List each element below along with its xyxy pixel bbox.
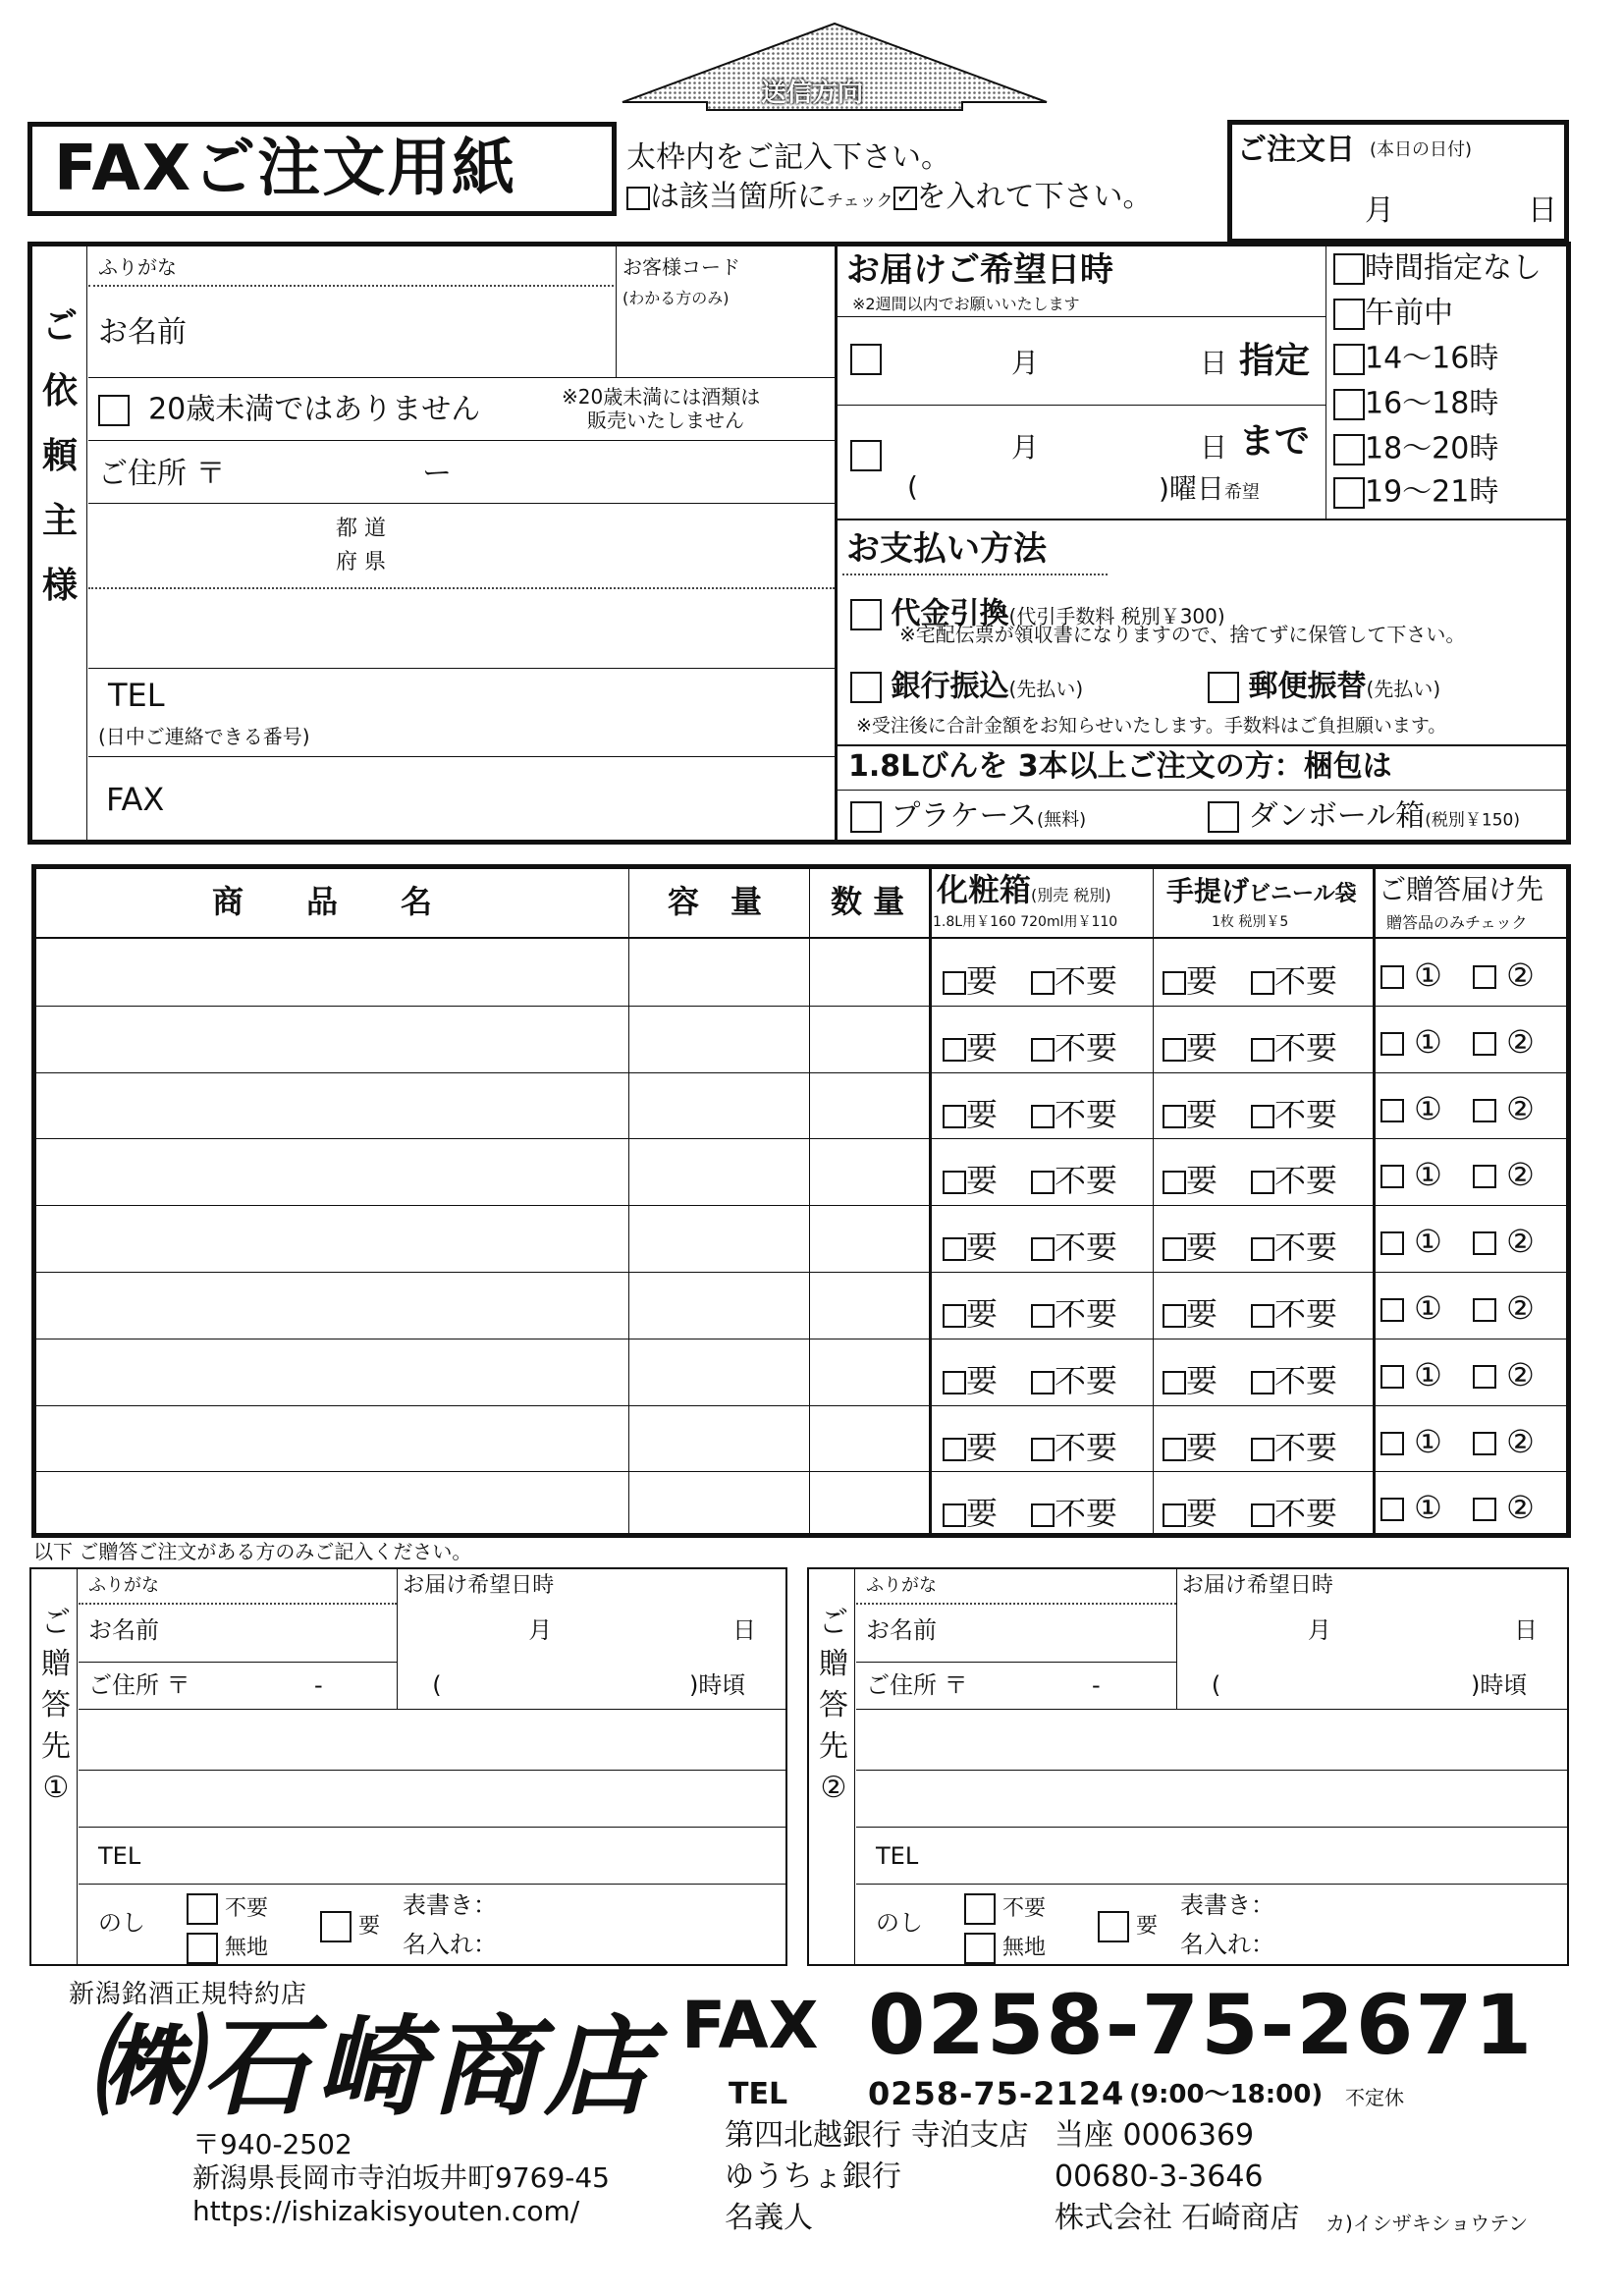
bag-no-need[interactable]: 不要 <box>1251 1356 1337 1401</box>
fax-label[interactable]: FAX <box>106 781 165 818</box>
tel-note: (日中ご連絡できる番号) <box>98 725 310 748</box>
specified-date-row[interactable] <box>850 344 882 375</box>
gift-dest-1[interactable]: ① <box>1380 1090 1442 1127</box>
tel-label[interactable]: TEL <box>108 677 165 714</box>
product-volume-field[interactable] <box>630 1205 807 1272</box>
col-bag: 手提げビニール袋 <box>1166 875 1357 907</box>
specified-day: 日 <box>1200 347 1228 379</box>
checkbox[interactable] <box>1031 1503 1055 1527</box>
product-volume-field[interactable] <box>630 1138 807 1205</box>
product-name-field[interactable] <box>35 1138 624 1205</box>
checkbox[interactable] <box>1473 1298 1496 1322</box>
fax-big-number: 0258-75-2671 <box>868 1977 1535 2073</box>
gift-furigana: ふりがな <box>88 1575 159 1596</box>
checkbox[interactable] <box>1251 1371 1274 1394</box>
checkbox[interactable] <box>943 1105 966 1128</box>
gift-time-paren: ( <box>432 1671 442 1699</box>
packaging-title: 1.8Lびんを 3本以上ご注文の方：梱包は <box>848 749 1392 784</box>
gift-box-need[interactable]: 要 <box>943 1090 998 1135</box>
checkbox[interactable] <box>1163 971 1186 995</box>
checkbox[interactable] <box>1380 1298 1404 1322</box>
holder-kana: カ)イシザキショウテン <box>1325 2212 1529 2235</box>
checkbox[interactable] <box>1251 1438 1274 1461</box>
gift-noshi: のし <box>98 1909 145 1937</box>
bank2-account: 00680-3-3646 <box>1055 2159 1264 2194</box>
bag-no-need[interactable]: 不要 <box>1251 1156 1337 1201</box>
instruction-2: は該当箇所にチェック ✓を入れて下さい。 <box>626 183 1153 212</box>
gift-box-no-need[interactable]: 不要 <box>1031 1423 1117 1468</box>
product-volume-field[interactable] <box>630 1471 807 1538</box>
checkbox[interactable] <box>943 1304 966 1328</box>
gift-recipient-2 <box>807 1567 1569 1966</box>
gift-dest-2[interactable]: ② <box>1473 1156 1535 1193</box>
gift-noshi-yes[interactable]: 要 <box>1098 1911 1158 1942</box>
gift-dest-2[interactable]: ② <box>1473 1423 1535 1460</box>
bag-need[interactable]: 要 <box>1163 1356 1217 1401</box>
order-day-label[interactable]: 日 <box>1528 193 1557 228</box>
delivery-note: ※2週間以内でお願いいたします <box>852 295 1080 313</box>
gift-box-no-need[interactable]: 不要 <box>1031 957 1117 1002</box>
until-day: 日 <box>1200 431 1228 464</box>
gift-noshi: のし <box>876 1909 923 1937</box>
gift-dest-1[interactable]: ① <box>1380 1289 1442 1327</box>
gift-side-label: ご 贈 答 先 ① <box>41 1606 71 1805</box>
bag-no-need[interactable]: 不要 <box>1251 1090 1337 1135</box>
prefecture-2: 府 県 <box>336 550 386 574</box>
table-row <box>35 939 1567 1006</box>
checkbox[interactable] <box>1473 1498 1496 1521</box>
gift-box-need[interactable]: 要 <box>943 1289 998 1335</box>
table-row <box>35 1272 1567 1339</box>
gift-noshi-plain[interactable]: 無地 <box>187 1933 268 1964</box>
gift-dest-1[interactable]: ① <box>1380 1356 1442 1394</box>
payment-title: お支払い方法 <box>846 529 1047 569</box>
bag-need[interactable]: 要 <box>1163 1423 1217 1468</box>
checkbox-sample <box>626 187 650 210</box>
checkbox[interactable] <box>1163 1503 1186 1527</box>
gift-intro: 以下 ご贈答ご注文がある方のみご記入ください。 <box>33 1540 472 1563</box>
product-name-field[interactable] <box>35 1072 624 1139</box>
product-quantity-field[interactable] <box>811 1072 927 1139</box>
gift-noshi-no[interactable]: 不要 <box>187 1893 268 1925</box>
specified-checkbox[interactable] <box>850 344 882 375</box>
arrow-label: 送信方向 <box>761 79 864 108</box>
bag-no-need[interactable]: 不要 <box>1251 1023 1337 1068</box>
col-gift-box: 化粧箱(別売 税別) <box>937 871 1111 908</box>
gift-month[interactable]: 月 <box>528 1616 553 1644</box>
gift-day[interactable]: 日 <box>1514 1616 1538 1644</box>
product-name-field[interactable] <box>35 1339 624 1405</box>
product-quantity-field[interactable] <box>811 1339 927 1405</box>
checkbox[interactable] <box>943 1038 966 1062</box>
customer-code-note: (わかる方のみ) <box>622 289 730 307</box>
tel-footer-label: TEL <box>729 2077 788 2111</box>
address-dash: ー <box>422 457 452 491</box>
bag-no-need[interactable]: 不要 <box>1251 957 1337 1002</box>
age-note-1: ※20歳未満には酒類は <box>562 385 761 409</box>
product-volume-field[interactable] <box>630 939 807 1006</box>
checkbox[interactable] <box>943 971 966 995</box>
checkbox[interactable] <box>943 1237 966 1261</box>
checkbox[interactable] <box>1473 1231 1496 1255</box>
checkbox[interactable] <box>1380 1498 1404 1521</box>
product-quantity-field[interactable] <box>811 939 927 1006</box>
checkbox[interactable] <box>1163 1371 1186 1394</box>
checkbox[interactable] <box>1163 1038 1186 1062</box>
gift-dest-1[interactable]: ① <box>1380 1156 1442 1193</box>
bag-need[interactable]: 要 <box>1163 1289 1217 1335</box>
checkbox[interactable] <box>1380 1365 1404 1389</box>
gift-day[interactable]: 日 <box>732 1616 756 1644</box>
gift-tel[interactable]: TEL <box>876 1842 919 1870</box>
table-row <box>35 1471 1567 1538</box>
footer-address: 新潟県長岡市寺泊坂井町9769-45 <box>192 2161 610 2194</box>
gift-address-dash: - <box>314 1671 323 1699</box>
col-gift-dest-note: 贈答品のみチェック <box>1386 913 1528 932</box>
gift-time[interactable]: )時頃 <box>689 1671 746 1699</box>
gift-box-no-need[interactable]: 不要 <box>1031 1156 1117 1201</box>
checkbox[interactable] <box>1163 1438 1186 1461</box>
gift-dest-2[interactable]: ② <box>1473 1489 1535 1526</box>
checkbox[interactable] <box>1380 965 1404 989</box>
gift-box-need[interactable]: 要 <box>943 1223 998 1268</box>
gift-furigana: ふりがな <box>866 1575 937 1596</box>
col-gift-box-price: 1.8L用￥160 720ml用￥110 <box>933 914 1118 930</box>
bag-need[interactable]: 要 <box>1163 1023 1217 1068</box>
checked-box-sample-icon: ✓ <box>893 187 917 210</box>
gift-box-no-need[interactable]: 不要 <box>1031 1223 1117 1268</box>
checkbox[interactable] <box>1473 1432 1496 1455</box>
page-title: FAXご注文用紙 <box>54 133 517 205</box>
instruction-1: 太枠内をご記入下さい。 <box>626 140 950 175</box>
time-option-2[interactable]: 14〜16時 <box>1333 344 1498 375</box>
gift-delivery-label: お届け希望日時 <box>403 1573 555 1598</box>
furigana-label: ふりがな <box>98 255 177 279</box>
product-name-field[interactable] <box>35 1405 624 1472</box>
holder-name: 株式会社 石崎商店 <box>1055 2201 1300 2235</box>
checkbox[interactable] <box>943 1503 966 1527</box>
age-note-2: 販売いたしません <box>587 409 744 432</box>
age-checkbox[interactable] <box>98 395 130 426</box>
bag-need[interactable]: 要 <box>1163 1156 1217 1201</box>
checkbox[interactable] <box>1031 1438 1055 1461</box>
weekday-label: )曜日希望 <box>1159 472 1260 505</box>
checkbox[interactable] <box>1380 1432 1404 1455</box>
checkbox[interactable] <box>1380 1165 1404 1188</box>
requester-side-label: ご 依 頼 主 様 <box>41 306 78 606</box>
holder-label: 名義人 <box>725 2201 813 2235</box>
until-checkbox[interactable] <box>850 440 882 471</box>
gift-time-paren: ( <box>1211 1671 1221 1699</box>
product-quantity-field[interactable] <box>811 1471 927 1538</box>
col-bag-price: 1枚 税別￥5 <box>1212 914 1289 930</box>
time-option-3[interactable]: 16〜18時 <box>1333 389 1498 420</box>
checkbox[interactable] <box>1031 1038 1055 1062</box>
gift-name[interactable]: お名前 <box>866 1616 937 1644</box>
bank1-account: 当座 0006369 <box>1055 2118 1255 2153</box>
gift-box-need[interactable]: 要 <box>943 1023 998 1068</box>
product-quantity-field[interactable] <box>811 1405 927 1472</box>
gift-address-dash: - <box>1092 1671 1101 1699</box>
product-volume-field[interactable] <box>630 1272 807 1339</box>
weekday-paren: ( <box>907 470 918 503</box>
gift-time[interactable]: )時頃 <box>1471 1671 1528 1699</box>
bag-no-need[interactable]: 不要 <box>1251 1289 1337 1335</box>
product-quantity-field[interactable] <box>811 1272 927 1339</box>
gift-dest-1[interactable]: ① <box>1380 1023 1442 1061</box>
bank-option[interactable]: 銀行振込(先払い) <box>850 672 1083 703</box>
bag-no-need[interactable]: 不要 <box>1251 1223 1337 1268</box>
gift-box-need[interactable]: 要 <box>943 1423 998 1468</box>
product-name-field[interactable] <box>35 1006 624 1072</box>
col-gift-dest: ご贈答届け先 <box>1379 873 1544 905</box>
pla-case-option[interactable]: プラケース(無料) <box>850 801 1086 833</box>
checkbox[interactable] <box>1251 1038 1274 1062</box>
checkbox[interactable] <box>943 1171 966 1194</box>
customer-code-label: お客様コード <box>622 255 740 279</box>
gift-delivery-label: お届け希望日時 <box>1181 1573 1333 1598</box>
checkbox[interactable] <box>1473 1032 1496 1056</box>
gift-recipient-1 <box>29 1567 787 1966</box>
checkbox[interactable] <box>1163 1304 1186 1328</box>
checkbox[interactable] <box>1251 971 1274 995</box>
footer-tagline: 新潟銘酒正規特約店 <box>69 1980 308 2009</box>
checkbox[interactable] <box>1251 1304 1274 1328</box>
specified-month: 月 <box>1011 347 1040 379</box>
gift-box-no-need[interactable]: 不要 <box>1031 1489 1117 1534</box>
checkbox[interactable] <box>1163 1171 1186 1194</box>
checkbox[interactable] <box>1251 1237 1274 1261</box>
checkbox[interactable] <box>1031 1171 1055 1194</box>
col-product-name: 商 品 名 <box>212 883 433 920</box>
checkbox[interactable] <box>1163 1237 1186 1261</box>
gift-address[interactable]: ご住所 〒 <box>88 1671 190 1699</box>
order-month-label[interactable]: 月 <box>1365 193 1394 228</box>
checkbox[interactable] <box>943 1438 966 1461</box>
product-volume-field[interactable] <box>630 1072 807 1139</box>
name-label[interactable]: お名前 <box>98 315 187 350</box>
product-name-field[interactable] <box>35 939 624 1006</box>
tel-closed: 不定休 <box>1345 2086 1404 2109</box>
checkbox[interactable] <box>1473 1165 1496 1188</box>
company-logo: ㈱石崎商店 <box>88 2003 658 2130</box>
bag-no-need[interactable]: 不要 <box>1251 1423 1337 1468</box>
gift-nairee[interactable]: 名入れ： <box>1180 1931 1274 1958</box>
table-row <box>35 1072 1567 1139</box>
gift-omote[interactable]: 表書き： <box>403 1891 497 1919</box>
delivery-title: お届けご希望日時 <box>846 250 1113 290</box>
product-name-field[interactable] <box>35 1205 624 1272</box>
checkbox[interactable] <box>1380 1032 1404 1056</box>
bag-need[interactable]: 要 <box>1163 1223 1217 1268</box>
table-row <box>35 1138 1567 1205</box>
checkbox[interactable] <box>1251 1503 1274 1527</box>
gift-box-no-need[interactable]: 不要 <box>1031 1023 1117 1068</box>
product-name-field[interactable] <box>35 1272 624 1339</box>
gift-box-no-need[interactable]: 不要 <box>1031 1356 1117 1401</box>
gift-name[interactable]: お名前 <box>88 1616 159 1644</box>
col-volume: 容 量 <box>668 883 763 920</box>
footer-postal: 〒940-2502 <box>192 2128 352 2160</box>
gift-side-label: ご 贈 答 先 ② <box>819 1606 848 1805</box>
gift-box-need[interactable]: 要 <box>943 1156 998 1201</box>
gift-tel[interactable]: TEL <box>98 1842 141 1870</box>
gift-dest-1[interactable]: ① <box>1380 957 1442 994</box>
gift-dest-2[interactable]: ② <box>1473 1289 1535 1327</box>
checkbox[interactable] <box>1251 1171 1274 1194</box>
gift-nairee[interactable]: 名入れ： <box>403 1931 497 1958</box>
cardboard-option[interactable]: ダンボール箱(税別￥150) <box>1208 801 1520 833</box>
gift-dest-2[interactable]: ② <box>1473 1023 1535 1061</box>
bag-need[interactable]: 要 <box>1163 1090 1217 1135</box>
gift-noshi-yes[interactable]: 要 <box>320 1911 380 1942</box>
checkbox[interactable] <box>1163 1105 1186 1128</box>
checkbox[interactable] <box>1380 1099 1404 1122</box>
gift-dest-1[interactable]: ① <box>1380 1489 1442 1526</box>
time-option-4[interactable]: 18〜20時 <box>1333 434 1498 465</box>
gift-dest-2[interactable]: ② <box>1473 1356 1535 1394</box>
table-row <box>35 1405 1567 1472</box>
time-option-0[interactable]: 時間指定なし <box>1333 253 1542 285</box>
time-option-5[interactable]: 19〜21時 <box>1333 477 1498 509</box>
gift-noshi-no[interactable]: 不要 <box>964 1893 1046 1925</box>
prefecture-1: 都 道 <box>336 517 386 541</box>
checkbox[interactable] <box>1473 1099 1496 1122</box>
col-quantity: 数 量 <box>831 883 905 920</box>
age-check[interactable]: 20歳未満ではありません <box>98 395 480 426</box>
bank2-name: ゆうちょ銀行 <box>725 2159 901 2194</box>
product-volume-field[interactable] <box>630 1339 807 1405</box>
table-row <box>35 1006 1567 1072</box>
bag-need[interactable]: 要 <box>1163 957 1217 1002</box>
product-volume-field[interactable] <box>630 1006 807 1072</box>
gift-box-no-need[interactable]: 不要 <box>1031 1090 1117 1135</box>
gift-box-need[interactable]: 要 <box>943 957 998 1002</box>
time-option-1[interactable]: 午前中 <box>1333 299 1453 330</box>
gift-address[interactable]: ご住所 〒 <box>866 1671 968 1699</box>
tel-hours: (9:00〜18:00) <box>1129 2080 1324 2109</box>
checkbox[interactable] <box>1473 1365 1496 1389</box>
table-row <box>35 1205 1567 1272</box>
specified-label: 指定 <box>1239 341 1311 381</box>
postal-option[interactable]: 郵便振替(先払い) <box>1208 672 1440 703</box>
gift-dest-1[interactable]: ① <box>1380 1423 1442 1460</box>
tel-footer-number: 0258-75-2124 <box>868 2075 1125 2112</box>
product-quantity-field[interactable] <box>811 1138 927 1205</box>
table-row <box>35 1339 1567 1405</box>
address-label[interactable]: ご住所 〒 <box>98 457 226 491</box>
until-month: 月 <box>1011 431 1040 464</box>
gift-month[interactable]: 月 <box>1307 1616 1331 1644</box>
gift-omote[interactable]: 表書き： <box>1180 1891 1274 1919</box>
cod-option[interactable]: 代金引換(代引手数料 税別￥300) <box>850 599 1225 630</box>
gift-noshi-plain[interactable]: 無地 <box>964 1933 1046 1964</box>
checkbox[interactable] <box>1473 965 1496 989</box>
until-date-row[interactable] <box>850 440 882 471</box>
checkbox[interactable] <box>1251 1105 1274 1128</box>
checkbox[interactable] <box>1031 1304 1055 1328</box>
checkbox[interactable] <box>1031 971 1055 995</box>
checkbox[interactable] <box>1031 1371 1055 1394</box>
footer-url[interactable]: https://ishizakisyouten.com/ <box>192 2195 580 2227</box>
gift-dest-2[interactable]: ② <box>1473 1090 1535 1127</box>
order-date-note: (本日の日付) <box>1370 139 1473 160</box>
order-date-label: ご注文日 <box>1237 133 1355 167</box>
checkbox[interactable] <box>1380 1231 1404 1255</box>
bag-need[interactable]: 要 <box>1163 1489 1217 1534</box>
payment-after-note: ※受注後に合計金額をお知らせいたします。手数料はご負担願います。 <box>856 715 1447 737</box>
until-label: まで <box>1239 421 1311 462</box>
cod-note: ※宅配伝票が領収書になりますので、捨てずに保管して下さい。 <box>899 623 1466 646</box>
product-quantity-field[interactable] <box>811 1006 927 1072</box>
bank1-name: 第四北越銀行 寺泊支店 <box>725 2118 1029 2153</box>
checkbox[interactable] <box>943 1371 966 1394</box>
bag-no-need[interactable]: 不要 <box>1251 1489 1337 1534</box>
gift-dest-2[interactable]: ② <box>1473 957 1535 994</box>
product-name-field[interactable] <box>35 1471 624 1538</box>
checkbox[interactable] <box>1031 1105 1055 1128</box>
fax-big-label: FAX <box>681 1988 819 2063</box>
gift-dest-2[interactable]: ② <box>1473 1223 1535 1260</box>
gift-box-need[interactable]: 要 <box>943 1356 998 1401</box>
product-volume-field[interactable] <box>630 1405 807 1472</box>
checkbox[interactable] <box>1031 1237 1055 1261</box>
gift-dest-1[interactable]: ① <box>1380 1223 1442 1260</box>
product-quantity-field[interactable] <box>811 1205 927 1272</box>
gift-box-no-need[interactable]: 不要 <box>1031 1289 1117 1335</box>
gift-box-need[interactable]: 要 <box>943 1489 998 1534</box>
